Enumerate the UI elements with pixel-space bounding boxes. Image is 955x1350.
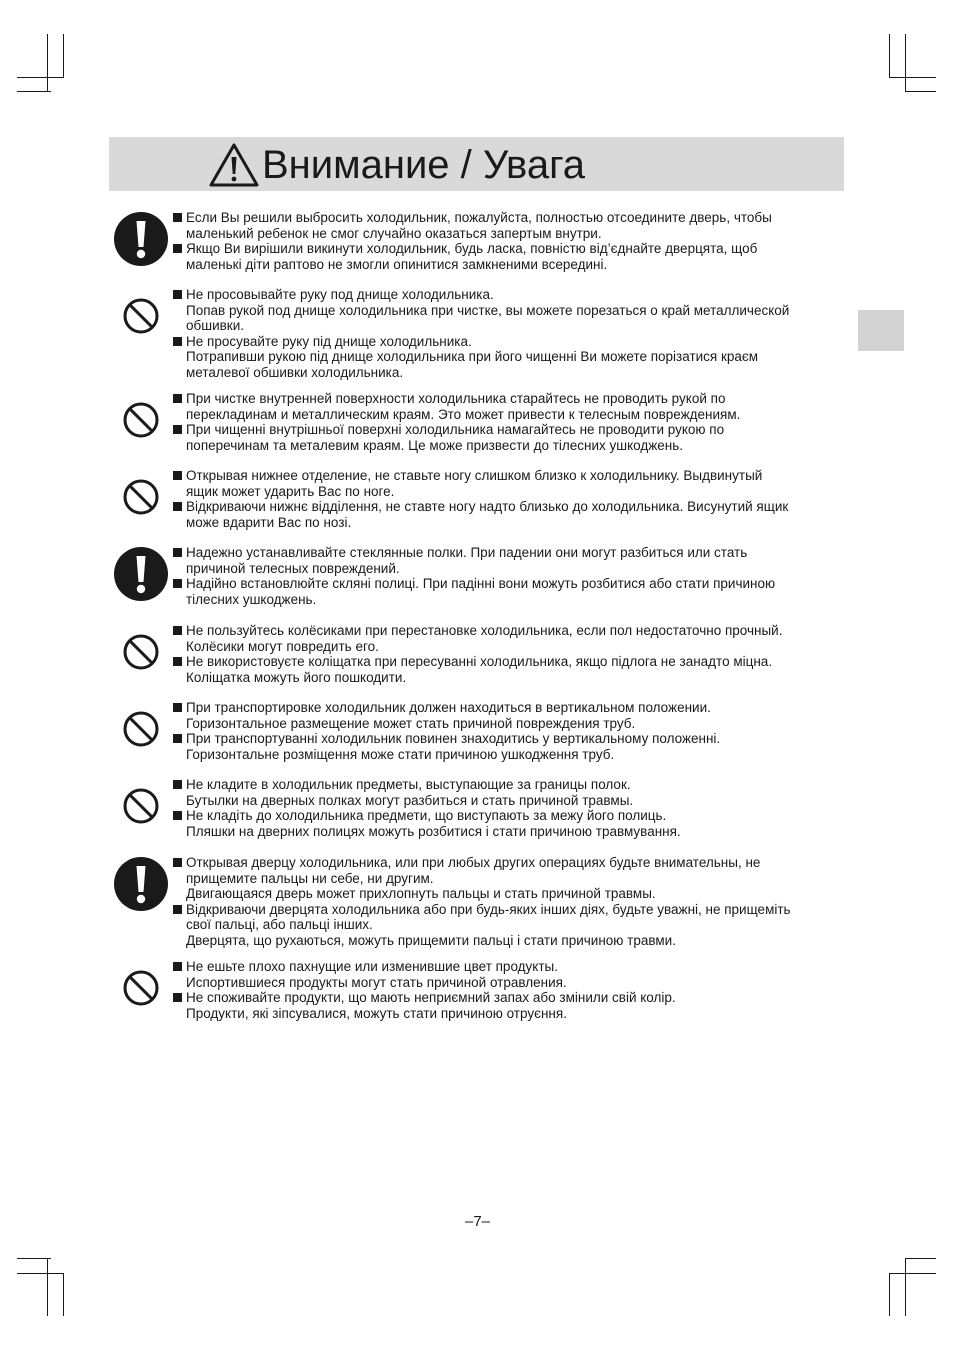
page-title-text: Внимание / Увага <box>262 143 586 187</box>
warning-items <box>173 623 849 685</box>
bullet-square-icon <box>173 337 182 346</box>
prohibition-icon <box>112 777 170 835</box>
bullet-square-icon <box>173 425 182 434</box>
warning-triangle-icon <box>208 142 260 188</box>
mandatory-icon <box>112 855 170 913</box>
warning-items <box>173 287 849 380</box>
bullet-square-icon <box>173 471 182 480</box>
warning-items <box>173 391 849 453</box>
warning-item-uk: Відкриваючи нижнє відділення, не ставте ногу надто близько до холодильника. Висунутий ящик може вдарити Вас по нозі. <box>173 499 849 530</box>
bullet-square-icon <box>173 290 182 299</box>
bullet-square-icon <box>173 993 182 1002</box>
bullet-square-icon <box>173 734 182 743</box>
bullet-square-icon <box>173 244 182 253</box>
warning-items <box>173 468 849 530</box>
bullet-square-icon <box>173 213 182 222</box>
bullet-square-icon <box>173 548 182 557</box>
warning-item-ru: Открывая нижнее отделение, не ставьте ногу слишком близко к холодильнику. Выдвинутый ящик может ударить Вас по ноге. <box>173 468 849 499</box>
prohibition-icon <box>112 287 170 345</box>
bullet-square-icon <box>173 394 182 403</box>
warning-item-ru: Не кладите в холодильник предметы, выступающие за границы полок. Бутылки на дверных полках могут разбиться и стать причиной травмы. <box>173 777 849 808</box>
mandatory-icon <box>112 210 170 268</box>
bullet-square-icon <box>173 502 182 511</box>
warning-item-ru: Не просовывайте руку под днище холодильника. Попав рукой под днище холодильника при чистке, вы можете порезаться о край металлической обшивки. <box>173 287 849 334</box>
bullet-square-icon <box>173 626 182 635</box>
bullet-square-icon <box>173 657 182 666</box>
bullet-square-icon <box>173 962 182 971</box>
warning-items <box>173 700 849 762</box>
warning-items <box>173 855 849 948</box>
warning-item-ru: Надежно устанавливайте стеклянные полки. При падении они могут разбиться или стать причиной телесных повреждений. <box>173 545 849 576</box>
warning-item-uk: Якщо Ви вирішили викинути холодильник, будь ласка, повністю від’єднайте дверцята, щоб маленькі діти раптово не змогли опинитися замкненими всередині. <box>173 241 849 272</box>
warning-item-uk: Не споживайте продукти, що мають неприємний запах або змінили свій колір. Продукти, які зіпсувалися, можуть стати причиною отруєння. <box>173 990 849 1021</box>
bullet-square-icon <box>173 579 182 588</box>
mandatory-icon <box>112 545 170 603</box>
prohibition-icon <box>112 391 170 449</box>
warning-item-ru: При чистке внутренней поверхности холодильника старайтесь не проводить рукой по перекладинам и металлическим краям. Это может привести к телесным повреждениям. <box>173 391 849 422</box>
warning-item-ru: Открывая дверцу холодильника, или при любых других операциях будьте внимательны, не прищемите пальцы ни себе, ни другим. Двигающаяся дверь может прихлопнуть пальцы и стать причиной травмы. <box>173 855 849 902</box>
prohibition-icon <box>112 623 170 681</box>
warning-items <box>173 210 849 272</box>
bullet-square-icon <box>173 780 182 789</box>
bullet-square-icon <box>173 811 182 820</box>
prohibition-icon <box>112 700 170 758</box>
bullet-square-icon <box>173 703 182 712</box>
bullet-square-icon <box>173 858 182 867</box>
warning-item-uk: Не просувайте руку під днище холодильника. Потрапивши рукою під днище холодильника при його чищенні Ви можете порізатися краєм металевої обшивки холодильника. <box>173 334 849 381</box>
warning-items <box>173 545 849 607</box>
warning-items <box>173 959 849 1021</box>
prohibition-icon <box>112 468 170 526</box>
warning-item-uk: При чищенні внутрішньої поверхні холодильника намагайтесь не проводити рукою по поперечинам та металевим краям. Це може призвести до тілесних ушкоджень. <box>173 422 849 453</box>
warning-item-uk: Не використовуєте коліщатка при пересуванні холодильника, якщо підлога не занадто міцна. Коліщатка можуть його пошкодити. <box>173 654 849 685</box>
warning-item-ru: Если Вы решили выбросить холодильник, пожалуйста, полностью отсоедините дверь, чтобы маленький ребенок не смог случайно оказаться запертым внутри. <box>173 210 849 241</box>
section-tab <box>858 310 904 351</box>
warning-items <box>173 777 849 839</box>
warning-item-uk: Надійно встановлюйте скляні полиці. При падінні вони можуть розбитися або стати причиною тілесних ушкоджень. <box>173 576 849 607</box>
warning-item-ru: Не пользуйтесь колёсиками при перестановке холодильника, если пол недостаточно прочный. Колёсики могут повредить его. <box>173 623 849 654</box>
prohibition-icon <box>112 959 170 1017</box>
bullet-square-icon <box>173 905 182 914</box>
warning-item-uk: При транспортуванні холодильник повинен знаходитись у вертикальному положенні. Горизонтальне розміщення може стати причиною ушкодження труб. <box>173 731 849 762</box>
warning-item-uk: Не кладіть до холодильника предмети, що виступають за межу його полиць. Пляшки на дверних полицях можуть розбитися і стати причиною травмування. <box>173 808 849 839</box>
warning-item-ru: При транспортировке холодильник должен находиться в вертикальном положении. Горизонтальное размещение может стать причиной повреждения труб. <box>173 700 849 731</box>
page-number: –7– <box>464 1213 491 1230</box>
page-title <box>208 141 585 189</box>
warning-item-ru: Не ешьте плохо пахнущие или изменившие цвет продукты. Испортившиеся продукты могут стать причиной отравления. <box>173 959 849 990</box>
warning-item-uk: Відкриваючи дверцята холодильника або при будь-яких інших діях, будьте уважні, не прищеміть свої пальці, або пальці інших. Дверцята, що рухаються, можуть прищемити пальці і стати причиною травми. <box>173 902 849 949</box>
